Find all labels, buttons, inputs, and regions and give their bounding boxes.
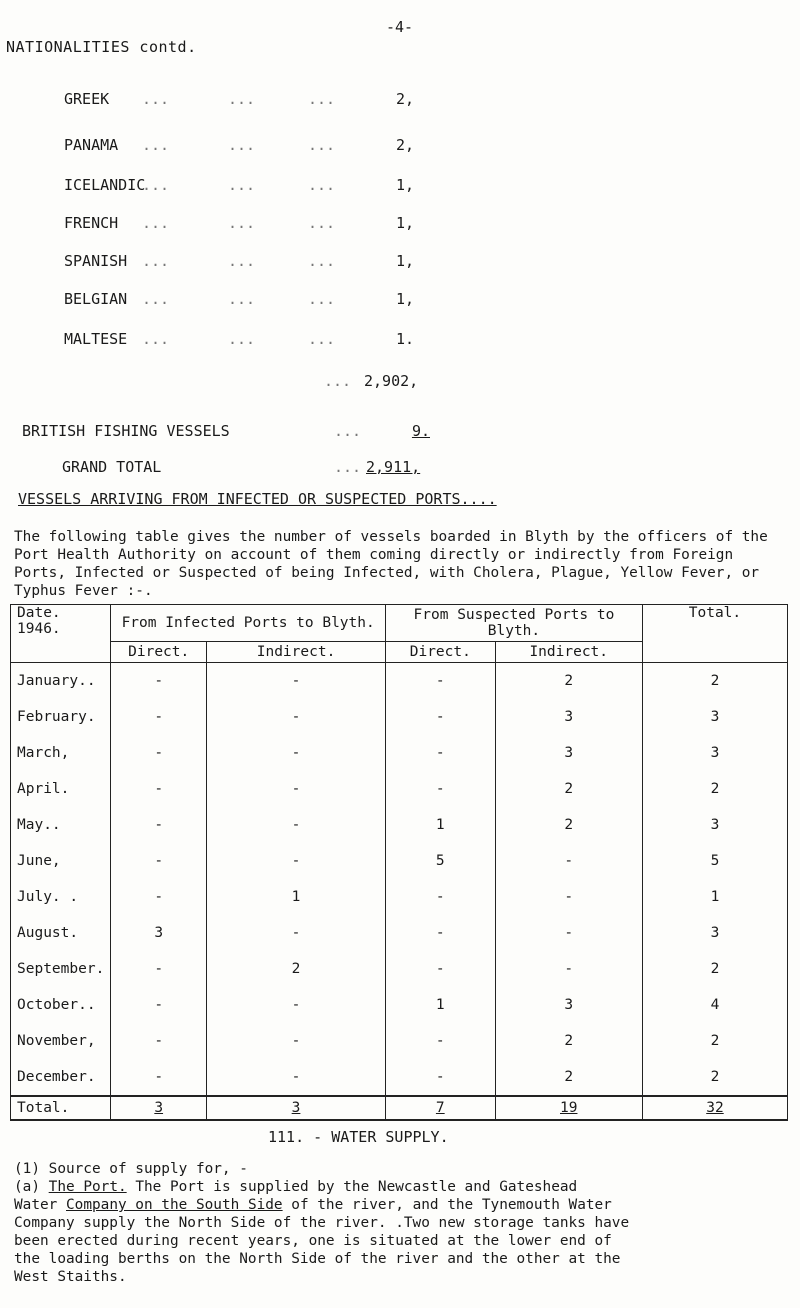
leader-dots: ... <box>228 252 256 270</box>
subtotal-row <box>64 372 524 394</box>
table-row <box>11 663 788 700</box>
nationality-count: 2, <box>396 136 415 154</box>
infected-indirect-cell: - <box>207 807 386 843</box>
table-row <box>11 771 788 807</box>
nationality-row <box>64 330 524 352</box>
totals-suspected-indirect: 19 <box>495 1096 642 1120</box>
month-cell: November, <box>11 1023 111 1059</box>
water-line-3: Company supply the North Side of the river. .Two new storage tanks have <box>14 1215 630 1231</box>
subheader-infected-indirect: Indirect. <box>207 642 386 663</box>
total-cell: 2 <box>642 1059 787 1096</box>
totals-infected-indirect: 3 <box>207 1096 386 1120</box>
leader-dots: ... <box>142 330 170 348</box>
suspected-direct-cell: - <box>386 879 496 915</box>
suspected-direct-cell: - <box>386 699 496 735</box>
suspected-indirect-cell: 2 <box>495 1059 642 1096</box>
table-row <box>11 699 788 735</box>
suspected-indirect-cell: 2 <box>495 663 642 700</box>
leader-dots: ... <box>228 90 256 108</box>
leader-dots: ... <box>334 458 362 476</box>
nationality-name: ICELANDIC <box>64 176 146 194</box>
suspected-indirect-cell: 2 <box>495 771 642 807</box>
month-cell: February. <box>11 699 111 735</box>
leader-dots: ... <box>142 90 170 108</box>
total-cell: 4 <box>642 987 787 1023</box>
suspected-indirect-cell: 2 <box>495 1023 642 1059</box>
total-cell: 2 <box>642 663 787 700</box>
header-infected: From Infected Ports to Blyth. <box>111 605 386 642</box>
infected-ports-heading: VESSELS ARRIVING FROM INFECTED OR SUSPECTED PORTS.... <box>18 490 497 508</box>
infected-indirect-cell: - <box>207 735 386 771</box>
total-cell: 3 <box>642 807 787 843</box>
table-row <box>11 879 788 915</box>
table-row <box>11 1023 788 1059</box>
leader-dots: ... <box>228 214 256 232</box>
infected-indirect-cell: - <box>207 1023 386 1059</box>
subheader-suspected-indirect: Indirect. <box>495 642 642 663</box>
month-cell: December. <box>11 1059 111 1096</box>
water-supply-text <box>14 1160 790 1286</box>
infected-indirect-cell: 2 <box>207 951 386 987</box>
total-cell: 3 <box>642 699 787 735</box>
suspected-indirect-cell: - <box>495 879 642 915</box>
leader-dots: ... <box>308 136 336 154</box>
nationality-row <box>64 90 524 112</box>
leader-dots: ... <box>308 290 336 308</box>
suspected-indirect-cell: 3 <box>495 735 642 771</box>
nationality-name: BELGIAN <box>64 290 128 308</box>
infected-direct-cell: - <box>111 735 207 771</box>
header-total: Total. <box>642 605 787 663</box>
water-line-2-rest: of the river, and the Tynemouth Water <box>291 1197 612 1213</box>
infected-direct-cell: - <box>111 843 207 879</box>
header-date <box>11 605 111 663</box>
leader-dots: ... <box>228 290 256 308</box>
leader-dots: ... <box>142 290 170 308</box>
nationality-count: 1, <box>396 252 415 270</box>
totals-row <box>11 1096 788 1120</box>
infected-indirect-cell: - <box>207 663 386 700</box>
table-row <box>11 915 788 951</box>
total-cell: 2 <box>642 951 787 987</box>
leader-dots: ... <box>334 422 362 440</box>
nationality-count: 1, <box>396 290 415 308</box>
infected-direct-cell: - <box>111 807 207 843</box>
leader-dots: ... <box>228 176 256 194</box>
water-item-a-label: (a) <box>14 1179 40 1195</box>
infected-direct-cell: - <box>111 771 207 807</box>
totals-label: Total. <box>11 1096 111 1120</box>
suspected-direct-cell: 1 <box>386 987 496 1023</box>
nationality-row <box>64 214 524 236</box>
table-row <box>11 987 788 1023</box>
table-row <box>11 807 788 843</box>
leader-dots: ... <box>228 330 256 348</box>
month-cell: March, <box>11 735 111 771</box>
infected-indirect-cell: - <box>207 915 386 951</box>
infected-direct-cell: - <box>111 1023 207 1059</box>
water-item-a <box>14 1178 790 1196</box>
totals-infected-direct: 3 <box>111 1096 207 1120</box>
nationality-count: 1. <box>396 330 415 348</box>
infected-indirect-cell: - <box>207 843 386 879</box>
month-cell: August. <box>11 915 111 951</box>
water-item-1: (1) Source of supply for, - <box>14 1161 248 1177</box>
infected-direct-cell: - <box>111 1059 207 1096</box>
header-date-label: Date. <box>17 605 61 621</box>
infected-direct-cell: - <box>111 879 207 915</box>
suspected-direct-cell: 5 <box>386 843 496 879</box>
nationality-count: 2, <box>396 90 415 108</box>
water-line-2-start: Water <box>14 1197 58 1213</box>
total-cell: 2 <box>642 771 787 807</box>
infected-direct-cell: - <box>111 699 207 735</box>
leader-dots: ... <box>142 176 170 194</box>
infected-direct-cell: - <box>111 951 207 987</box>
water-supply-heading: 111. - WATER SUPPLY. <box>268 1128 449 1146</box>
month-cell: September. <box>11 951 111 987</box>
table-row <box>11 735 788 771</box>
nationality-count: 1, <box>396 214 415 232</box>
infected-indirect-cell: - <box>207 699 386 735</box>
nationality-name: SPANISH <box>64 252 128 270</box>
suspected-direct-cell: - <box>386 735 496 771</box>
suspected-direct-cell: - <box>386 915 496 951</box>
water-line-2 <box>14 1196 790 1214</box>
leader-dots: ... <box>308 176 336 194</box>
suspected-indirect-cell: 3 <box>495 987 642 1023</box>
infected-indirect-cell: - <box>207 1059 386 1096</box>
total-cell: 3 <box>642 915 787 951</box>
water-line-2-company: Company on the South Side <box>66 1197 283 1213</box>
leader-dots: ... <box>308 252 336 270</box>
leader-dots: ... <box>142 214 170 232</box>
nationality-row <box>64 136 524 158</box>
month-cell: May.. <box>11 807 111 843</box>
nationality-row <box>64 176 524 198</box>
leader-dots: ... <box>142 136 170 154</box>
grand-total-label: GRAND TOTAL <box>62 458 162 476</box>
water-line-5: the loading berths on the North Side of the river and the other at the <box>14 1251 621 1267</box>
suspected-indirect-cell: 3 <box>495 699 642 735</box>
leader-dots: ... <box>228 136 256 154</box>
totals-total: 32 <box>642 1096 787 1120</box>
infected-direct-cell: 3 <box>111 915 207 951</box>
water-line-4: been erected during recent years, one is situated at the lower end of <box>14 1233 612 1249</box>
totals-suspected-direct: 7 <box>386 1096 496 1120</box>
suspected-indirect-cell: - <box>495 951 642 987</box>
suspected-indirect-cell: 2 <box>495 807 642 843</box>
month-cell: January.. <box>11 663 111 700</box>
infected-direct-cell: - <box>111 987 207 1023</box>
total-cell: 1 <box>642 879 787 915</box>
suspected-direct-cell: 1 <box>386 807 496 843</box>
total-cell: 3 <box>642 735 787 771</box>
leader-dots: ... <box>142 252 170 270</box>
nationality-name: MALTESE <box>64 330 128 348</box>
table-row <box>11 843 788 879</box>
suspected-indirect-cell: - <box>495 915 642 951</box>
suspected-direct-cell: - <box>386 771 496 807</box>
water-item-a-title: The Port. <box>48 1179 127 1195</box>
nationality-count: 1, <box>396 176 415 194</box>
water-line-1: The Port is supplied by the Newcastle and Gateshead <box>135 1179 578 1195</box>
infected-indirect-cell: - <box>207 771 386 807</box>
month-cell: June, <box>11 843 111 879</box>
infected-indirect-cell: - <box>207 987 386 1023</box>
subheader-suspected-direct: Direct. <box>386 642 496 663</box>
water-line-6: West Staiths. <box>14 1269 127 1285</box>
nationality-name: PANAMA <box>64 136 119 154</box>
section-header: NATIONALITIES contd. <box>6 38 197 56</box>
leader-dots: ... <box>308 330 336 348</box>
leader-dots: ... <box>308 214 336 232</box>
infected-ports-paragraph: The following table gives the number of vessels boarded in Blyth by the officers of the Port Health Authority on account of them coming directly or indirectly from Foreign Ports, Infected or Suspected of being Infected, with Cholera, Plague, Yellow Fever, or Typhus Fever :-. <box>14 529 768 599</box>
header-year-label: 1946. <box>17 621 61 637</box>
page-number: -4- <box>386 18 414 36</box>
nationality-row <box>64 252 524 274</box>
header-suspected: From Suspected Ports to Blyth. <box>386 605 643 642</box>
leader-dots: ... <box>324 372 352 390</box>
total-cell: 5 <box>642 843 787 879</box>
subtotal-value: 2,902, <box>364 372 419 390</box>
fishing-vessels-value: 9. <box>411 422 430 440</box>
month-cell: July. . <box>11 879 111 915</box>
nationality-name: GREEK <box>64 90 110 108</box>
fishing-vessels-label: BRITISH FISHING VESSELS <box>22 422 230 440</box>
nationality-row <box>64 290 524 312</box>
table-row <box>11 1059 788 1096</box>
leader-dots: ... <box>308 90 336 108</box>
total-cell: 2 <box>642 1023 787 1059</box>
month-cell: October.. <box>11 987 111 1023</box>
suspected-direct-cell: - <box>386 951 496 987</box>
grand-total-value: 2,911, <box>366 458 421 476</box>
suspected-direct-cell: - <box>386 663 496 700</box>
suspected-direct-cell: - <box>386 1023 496 1059</box>
infected-indirect-cell: 1 <box>207 879 386 915</box>
infected-direct-cell: - <box>111 663 207 700</box>
month-cell: April. <box>11 771 111 807</box>
suspected-indirect-cell: - <box>495 843 642 879</box>
suspected-direct-cell: - <box>386 1059 496 1096</box>
table-row <box>11 951 788 987</box>
subheader-infected-direct: Direct. <box>111 642 207 663</box>
infected-ports-table <box>10 604 788 1121</box>
nationality-name: FRENCH <box>64 214 119 232</box>
